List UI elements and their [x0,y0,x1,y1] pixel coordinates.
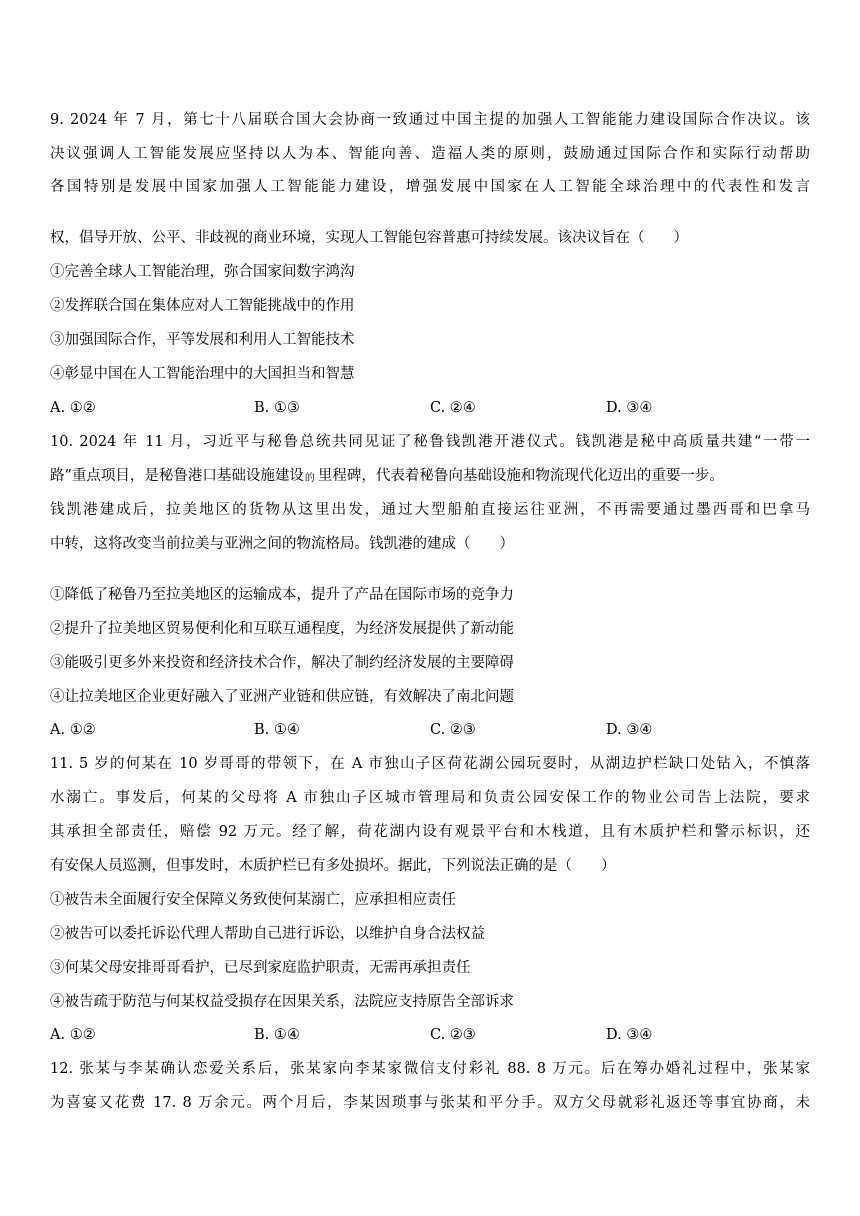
q11-option-a[interactable]: A. ①② [50,1027,96,1043]
q11-statement-1: ①被告未全面履行安全保障义务致使何某溺亡，应承担相应责任 [50,892,456,908]
q9-option-d[interactable]: D. ③④ [606,400,653,416]
q10-line-4: 中转，这将改变当前拉美与亚洲之间的物流格局。钱凯港的建成（ ） [50,536,514,552]
q9-option-a[interactable]: A. ①② [50,400,96,416]
q10-statement-1: ①降低了秘鲁乃至拉美地区的运输成本，提升了产品在国际市场的竞争力 [50,587,514,603]
q10-option-c[interactable]: C. ②③ [430,722,476,738]
q9-line-3: 各国特别是发展中国家加强人工智能能力建设，增强发展中国家在人工智能全球治理中的代表性和发言 [50,179,810,195]
q10-line-1: 10. 2024 年 11 月，习近平与秘鲁总统共同见证了秘鲁钱凯港开港仪式。钱凯港是秘中高质量共建“一带一 [50,434,810,450]
q11-option-c[interactable]: C. ②③ [430,1027,476,1043]
q9-statement-3: ③加强国际合作，平等发展和利用人工智能技术 [50,332,355,348]
q9-statement-2: ②发挥联合国在集体应对人工智能挑战中的作用 [50,298,355,314]
q10-line-2-part-1: 路”重点项目，是秘鲁港口基础设施建设 [50,468,304,484]
q11-statement-4: ④被告疏于防范与何某权益受损存在因果关系，法院应支持原告全部诉求 [50,994,514,1010]
q10-line-3: 钱凯港建成后，拉美地区的货物从这里出发，通过大型船舶直接运往亚洲，不再需要通过墨西哥和巴拿马 [50,502,810,518]
q12-line-2: 为喜宴又花费 17. 8 万余元。两个月后，李某因琐事与张某和平分手。双方父母就彩礼返还等事宜协商，未 [50,1095,810,1111]
q11-line-2: 水溺亡。事发后，何某的父母将 A 市独山子区城市管理局和负责公园安保工作的物业公司告上法院，要求 [50,790,810,806]
q11-statement-3: ③何某父母安排哥哥看护，已尽到家庭监护职责，无需再承担责任 [50,960,471,976]
q9-option-b[interactable]: B. ①③ [254,400,300,416]
q10-option-b[interactable]: B. ①④ [254,722,300,738]
q10-statement-4: ④让拉美地区企业更好融入了亚洲产业链和供应链，有效解决了南北问题 [50,689,514,705]
q11-option-d[interactable]: D. ③④ [606,1027,653,1043]
q11-option-b[interactable]: B. ①④ [254,1027,300,1043]
q11-line-1: 11. 5 岁的何某在 10 岁哥哥的带领下，在 A 市独山子区荷花湖公园玩耍时，从湖边护栏缺口处钻入，不慎落 [50,756,810,772]
q10-line-2-part-2: 里程碑，代表着秘鲁向基础设施和物流现代化迈出的重要一步。 [317,468,724,484]
q10-option-a[interactable]: A. ①② [50,722,96,738]
q10-statement-2: ②提升了拉美地区贸易便利化和互联互通程度，为经济发展提供了新动能 [50,621,514,637]
q10-statement-3: ③能吸引更多外来投资和经济技术合作，解决了制约经济发展的主要障碍 [50,655,514,671]
q9-statement-1: ①完善全球人工智能治理，弥合国家间数字鸿沟 [50,264,355,280]
q10-mark-text: 的 [304,473,315,484]
q11-line-3: 其承担全部责任，赔偿 92 万元。经了解，荷花湖内设有观景平台和木栈道，且有木质护栏和警示标识，还 [50,824,810,840]
q10-line-2 [50,466,724,486]
q9-line-1: 9. 2024 年 7 月，第七十八届联合国大会协商一致通过中国主提的加强人工智能能力建设国际合作决议。该 [50,112,810,128]
q9-statement-4: ④彰显中国在人工智能治理中的大国担当和智慧 [50,366,355,382]
q9-line-2: 决议强调人工智能发展应坚持以人为本、智能向善、造福人类的原则，鼓励通过国际合作和实际行动帮助 [50,146,810,162]
q12-line-1: 12. 张某与李某确认恋爱关系后，张某家向李某家微信支付彩礼 88. 8 万元。后在筹办婚礼过程中，张某家 [50,1061,810,1077]
q9-line-4: 权，倡导开放、公平、非歧视的商业环境，实现人工智能包容普惠可持续发展。该决议旨在（ ） [50,230,688,246]
q11-line-4: 有安保人员巡测，但事发时，木质护栏已有多处损坏。据此，下列说法正确的是（ ） [50,858,616,874]
q11-statement-2: ②被告可以委托诉讼代理人帮助自己进行诉讼，以维护自身合法权益 [50,926,485,942]
q10-option-d[interactable]: D. ③④ [606,722,653,738]
q9-option-c[interactable]: C. ②④ [430,400,476,416]
